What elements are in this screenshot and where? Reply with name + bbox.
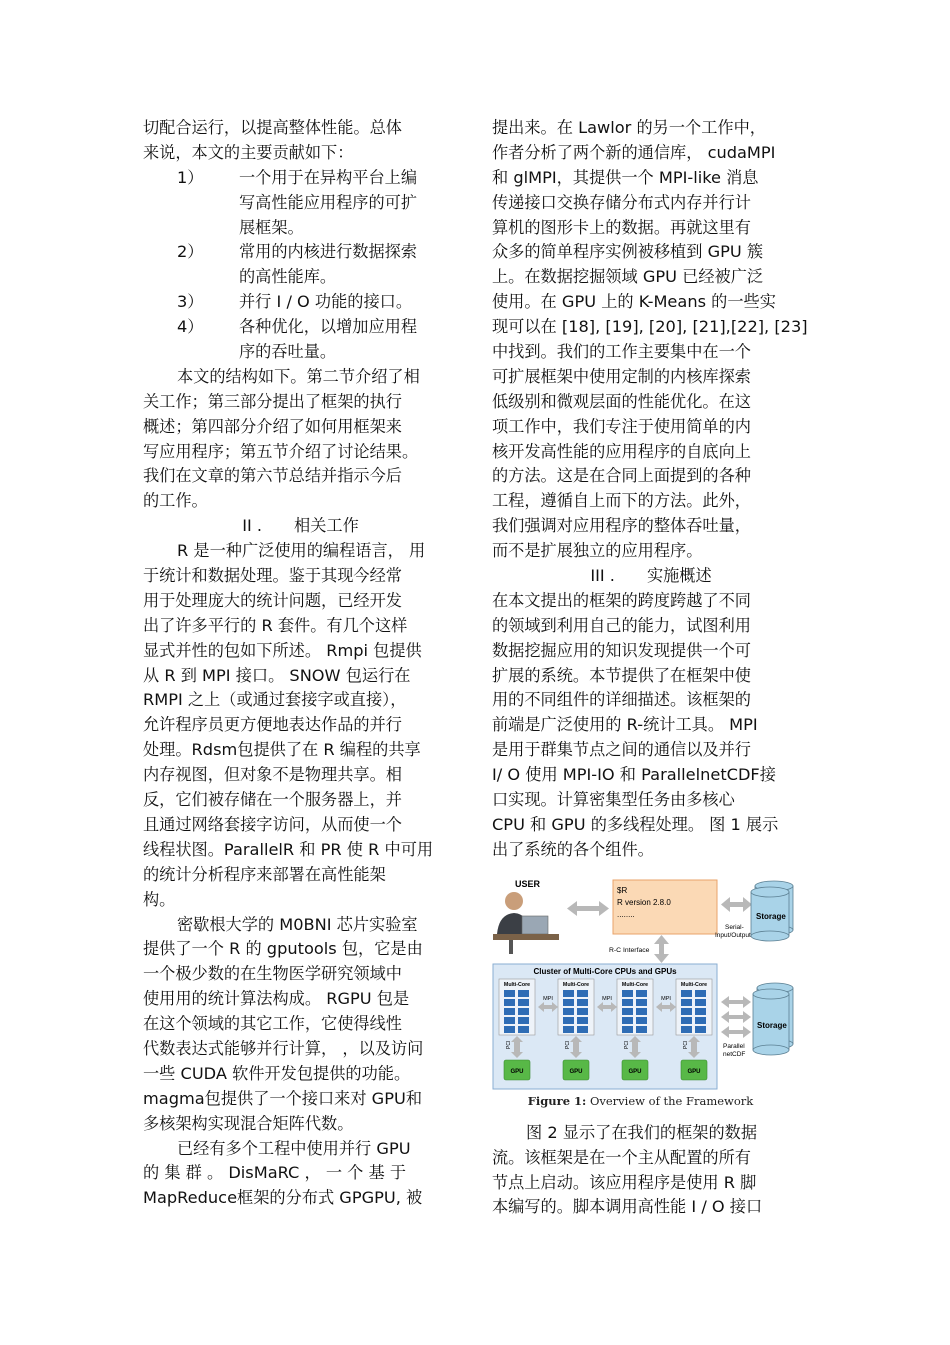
- cpu-core: [636, 999, 647, 1006]
- text-line: 用于处理庞大的统计问题，已经开发: [143, 590, 402, 610]
- cpu-core: [681, 999, 692, 1006]
- cpu-core: [622, 1008, 633, 1015]
- text-line: 我们在文章的第六节总结并指示今后: [143, 466, 402, 486]
- user-label: USER: [515, 879, 541, 889]
- text-line: 的领域到利用自己的能力，试图利用: [492, 615, 751, 635]
- text-line: 节点上启动。该应用程序是使用 R 脚: [492, 1172, 757, 1192]
- text-line: 使用用的统计算法构成。 RGPU 包是: [143, 989, 410, 1009]
- pci-label: PCI: [565, 1040, 571, 1049]
- storage-label-bottom: Storage: [757, 1021, 787, 1030]
- continued-paragraph: [492, 116, 810, 564]
- list-item-number: 4）: [177, 317, 204, 337]
- text-line: 项工作中，我们专注于使用简单的内: [492, 416, 751, 436]
- text-line: 我们强调对应用程序的整体吞吐量，: [492, 516, 751, 536]
- cpu-core: [622, 990, 633, 997]
- implementation-paragraph: [492, 589, 810, 863]
- text-line: 出了系统的各个组件。: [492, 839, 654, 859]
- mpi-label: MPI: [543, 996, 553, 1002]
- cpu-core: [504, 1008, 515, 1015]
- text-line: 已经有多个工程中使用并行 GPU: [177, 1138, 411, 1158]
- text-line: 反，它们被存储在一个服务器上，并: [143, 790, 402, 810]
- serial-io-arrow: [721, 897, 752, 912]
- text-line: 上。在数据挖掘领域 GPU 已经被广泛: [492, 267, 764, 287]
- cpu-core: [563, 1008, 574, 1015]
- section-title: 相关工作: [294, 516, 359, 536]
- text-line: 出了许多平行的 R 套件。有几个这样: [143, 615, 408, 635]
- cpu-core: [636, 1026, 647, 1033]
- text-line: 切配合运行，以提高整体性能。总体: [143, 118, 402, 137]
- text-line: 前端是广泛使用的 R-统计工具。 MPI: [492, 715, 758, 735]
- figure-caption: [487, 1094, 794, 1108]
- text-line: 提出来。在 Lawlor 的另一个工作中，: [492, 118, 766, 137]
- text-line: 众多的简单程序实例被移植到 GPU 簇: [492, 242, 764, 262]
- text-line: 构。: [143, 889, 176, 909]
- list-item: [143, 315, 458, 340]
- text-line: 线程状图。ParallelR 和 PR 使 R 中可用: [143, 839, 434, 859]
- section-title: 实施概述: [646, 566, 712, 586]
- contributions-list: [143, 166, 458, 365]
- cpu-core: [681, 1008, 692, 1015]
- text-line: 是用于群集节点之间的通信以及并行: [492, 740, 751, 760]
- list-item-text: 一个用于在异构平台上编: [239, 167, 418, 187]
- text-line: 用的不同组件的详细描述。该框架的: [492, 690, 751, 710]
- multicore-label: Multi-Core: [562, 982, 590, 988]
- gpu-label: GPU: [687, 1069, 701, 1075]
- r-version: R version 2.8.0: [617, 898, 671, 907]
- figure-caption-text: Overview of the Framework: [586, 1094, 754, 1108]
- cpu-core: [681, 1026, 692, 1033]
- cpu-core: [681, 990, 692, 997]
- pci-label: PCI: [506, 1040, 512, 1049]
- gpu-label: GPU: [628, 1069, 642, 1075]
- pci-arrow: [632, 1040, 638, 1054]
- text-line: 工程，遵循自上而下的方法。此外，: [492, 491, 751, 511]
- pci-arrow: [691, 1040, 697, 1054]
- pci-arrow: [573, 1040, 579, 1054]
- text-line: 算机的图形卡上的数据。再就这里有: [492, 217, 751, 237]
- cpu-core: [636, 1008, 647, 1015]
- text-line: 代数表达式能够并行计算， ，以及访问: [143, 1038, 424, 1058]
- text-line: MapReduce框架的分布式 GPGPU, 被: [143, 1188, 423, 1208]
- cpu-core: [504, 1017, 515, 1024]
- list-item-number: 3）: [177, 292, 204, 312]
- r-prompt: $R: [617, 886, 628, 895]
- text-line: 数据挖掘应用的知识发现提供一个可: [492, 640, 751, 660]
- multicore-label: Multi-Core: [621, 982, 649, 988]
- text-line: 本编写的。脚本调用高性能 I / O 接口: [492, 1197, 763, 1217]
- cpu-core: [518, 1008, 529, 1015]
- text-line: 关工作；第三部分提出了框架的执行: [143, 391, 402, 411]
- text-line: 本文的结构如下。第二节介绍了相: [177, 366, 420, 386]
- section-number: II .: [242, 516, 263, 536]
- text-line: 且通过网络套接字访问，从而使一个: [143, 814, 402, 834]
- cpu-core: [695, 990, 706, 997]
- list-item: [143, 265, 458, 290]
- cpu-core: [518, 990, 529, 997]
- cpu-core: [563, 990, 574, 997]
- serial-io-label-2: Input/Output: [715, 932, 751, 939]
- cpu-core: [636, 990, 647, 997]
- text-line: 扩展的系统。本节提供了在框架中使: [492, 665, 751, 685]
- text-line: 的统计分析程序来部署在高性能架: [143, 864, 386, 884]
- rc-interface-arrow: [654, 935, 669, 963]
- multicore-label: Multi-Core: [503, 982, 531, 988]
- cpu-core: [636, 1017, 647, 1024]
- user-icon: [493, 892, 559, 954]
- cpu-core: [577, 1008, 588, 1015]
- text-line: 写应用程序；第五节介绍了讨论结果。: [143, 441, 419, 461]
- cpu-core: [504, 999, 515, 1006]
- serial-io-label-1: Serial-: [725, 924, 744, 931]
- cpu-core: [695, 1026, 706, 1033]
- list-item-text: 写高性能应用程序的可扩: [239, 192, 418, 212]
- text-line: I/ O 使用 MPI-IO 和 ParallelnetCDF接: [492, 765, 776, 785]
- text-line: 概述；第四部分介绍了如何用框架来: [143, 416, 402, 436]
- text-line: 于统计和数据处理。鉴于其现今经常: [143, 566, 402, 586]
- storage-label-top: Storage: [756, 912, 786, 921]
- cpu-core: [681, 1017, 692, 1024]
- text-line: 而不是扩展独立的应用程序。: [492, 541, 703, 561]
- user-r-arrow: [567, 901, 609, 916]
- cpu-core: [563, 1026, 574, 1033]
- gpu-label: GPU: [569, 1069, 583, 1075]
- pci-label: PCI: [624, 1040, 630, 1049]
- cpu-core: [622, 999, 633, 1006]
- text-line: 显式并性的包如下所述。 Rmpi 包提供: [143, 640, 422, 660]
- list-item: [143, 166, 458, 191]
- figure-caption-label: Figure 1:: [527, 1094, 587, 1108]
- storage-bottom: [753, 983, 793, 1055]
- text-line: 使用。在 GPU 上的 K-Means 的一些实: [492, 292, 776, 312]
- list-item: [143, 191, 458, 216]
- text-line: R 是一种广泛使用的编程语言， 用: [177, 541, 426, 561]
- figure-1: [487, 872, 794, 1112]
- cluster-title: Cluster of Multi-Core CPUs and GPUs: [533, 967, 677, 976]
- text-line: 在本文提出的框架的跨度跨越了不同: [492, 590, 751, 610]
- list-item: [143, 290, 458, 315]
- list-item: [143, 240, 458, 265]
- text-line: 的方法。这是在合同上面提到的各种: [492, 466, 751, 486]
- text-line: 现可以在 [18], [19], [20], [21],[22], [23]: [492, 317, 808, 337]
- parallel-netcdf-label-2: netCDF: [723, 1051, 746, 1058]
- r-dots: ........: [617, 910, 635, 919]
- text-line: 一些 CUDA 软件开发包提供的功能。: [143, 1063, 411, 1083]
- text-line: 的 集 群 。 DisMaRC ， 一 个 基 于: [143, 1163, 407, 1183]
- pci-label: PCI: [683, 1040, 689, 1049]
- related-work-paragraph-1: [143, 539, 458, 912]
- text-line: 传递接口交换存储分布式内存并行计: [492, 192, 751, 212]
- data-flow-paragraph: [492, 1121, 810, 1221]
- text-line: 可扩展框架中使用定制的内核库探索: [492, 366, 751, 386]
- text-line: 密歇根大学的 M0BNI 芯片实验室: [177, 914, 418, 934]
- text-line: 作者分析了两个新的通信库， cudaMPI: [492, 142, 776, 162]
- text-line: 多核架构实现混合矩阵代数。: [143, 1113, 354, 1133]
- list-item-text: 各种优化，以增加应用程: [239, 317, 418, 337]
- text-line: CPU 和 GPU 的多线程处理。 图 1 展示: [492, 814, 779, 834]
- list-item-text: 常用的内核进行数据探索: [239, 242, 418, 262]
- text-line: 在这个领域的其它工作，它使得线性: [143, 1014, 402, 1034]
- list-item-text: 的高性能库。: [239, 267, 337, 287]
- text-line: 允许程序员更方便地表达作品的并行: [143, 715, 402, 735]
- left-column: [143, 116, 458, 1211]
- cpu-core: [518, 1026, 529, 1033]
- pci-arrow: [514, 1040, 520, 1054]
- text-line: 提供了一个 R 的 gputools 包，它是由: [143, 939, 423, 959]
- list-item-number: 1）: [177, 167, 204, 187]
- text-line: 图 2 显示了在我们的框架的数据: [526, 1122, 758, 1142]
- cpu-core: [518, 999, 529, 1006]
- cpu-core: [518, 1017, 529, 1024]
- text-line: 口实现。计算密集型任务由多核心: [492, 790, 735, 810]
- text-line: 处理。Rdsm包提供了在 R 编程的共享: [143, 740, 421, 760]
- storage-top: [751, 881, 793, 941]
- text-line: 一个极少数的在生物医学研究领域中: [143, 964, 402, 984]
- text-line: 内存视图，但对象不是物理共享。相: [143, 765, 402, 785]
- parallel-io-arrows: [721, 996, 751, 1038]
- section-heading-related-work: [143, 514, 458, 539]
- multicore-label: Multi-Core: [680, 982, 708, 988]
- section-number: III .: [590, 566, 615, 586]
- list-item-text: 展框架。: [239, 217, 304, 237]
- text-line: 流。该框架是在一个主从配置的所有: [492, 1147, 751, 1167]
- related-work-paragraph-2: [143, 913, 458, 1137]
- list-item: [143, 216, 458, 241]
- cpu-core: [695, 1017, 706, 1024]
- list-item-number: 2）: [177, 242, 204, 262]
- parallel-netcdf-label-1: Parallel: [723, 1043, 745, 1050]
- cpu-core: [504, 990, 515, 997]
- related-work-paragraph-3: [143, 1137, 458, 1212]
- cpu-core: [577, 1026, 588, 1033]
- text-line: magma包提供了一个接口来对 GPU和: [143, 1088, 423, 1108]
- gpu-label: GPU: [510, 1069, 524, 1075]
- cpu-core: [695, 1008, 706, 1015]
- cpu-core: [563, 999, 574, 1006]
- text-line: 中找到。我们的工作主要集中在一个: [492, 342, 751, 362]
- section-heading-implementation: [492, 564, 810, 589]
- intro-paragraph: [143, 116, 458, 166]
- list-item-text: 并行 I / O 功能的接口。: [239, 292, 413, 312]
- cpu-core: [563, 1017, 574, 1024]
- cpu-core: [577, 990, 588, 997]
- text-line: 低级别和微观层面的性能优化。在这: [492, 391, 751, 411]
- cpu-core: [577, 1017, 588, 1024]
- rc-interface-label: R-C Interface: [609, 947, 650, 954]
- list-item: [143, 340, 458, 365]
- text-line: 核开发高性能的应用程序的自底向上: [492, 441, 751, 461]
- cpu-core: [504, 1026, 515, 1033]
- cpu-core: [622, 1026, 633, 1033]
- cpu-core: [577, 999, 588, 1006]
- text-line: RMPI 之上（或通过套接字或直接），: [143, 690, 407, 710]
- r-console-box: [613, 880, 717, 934]
- text-line: 的工作。: [143, 491, 208, 511]
- structure-paragraph: [143, 365, 458, 514]
- text-line: 从 R 到 MPI 接口。 SNOW 包运行在: [143, 665, 411, 685]
- cpu-core: [622, 1017, 633, 1024]
- text-line: 来说，本文的主要贡献如下：: [143, 142, 354, 162]
- list-item-text: 序的吞吐量。: [239, 342, 337, 362]
- mpi-label: MPI: [661, 996, 671, 1002]
- cpu-core: [695, 999, 706, 1006]
- text-line: 和 glMPI，其提供一个 MPI-like 消息: [492, 167, 759, 187]
- framework-diagram: [487, 872, 794, 1092]
- mpi-label: MPI: [602, 996, 612, 1002]
